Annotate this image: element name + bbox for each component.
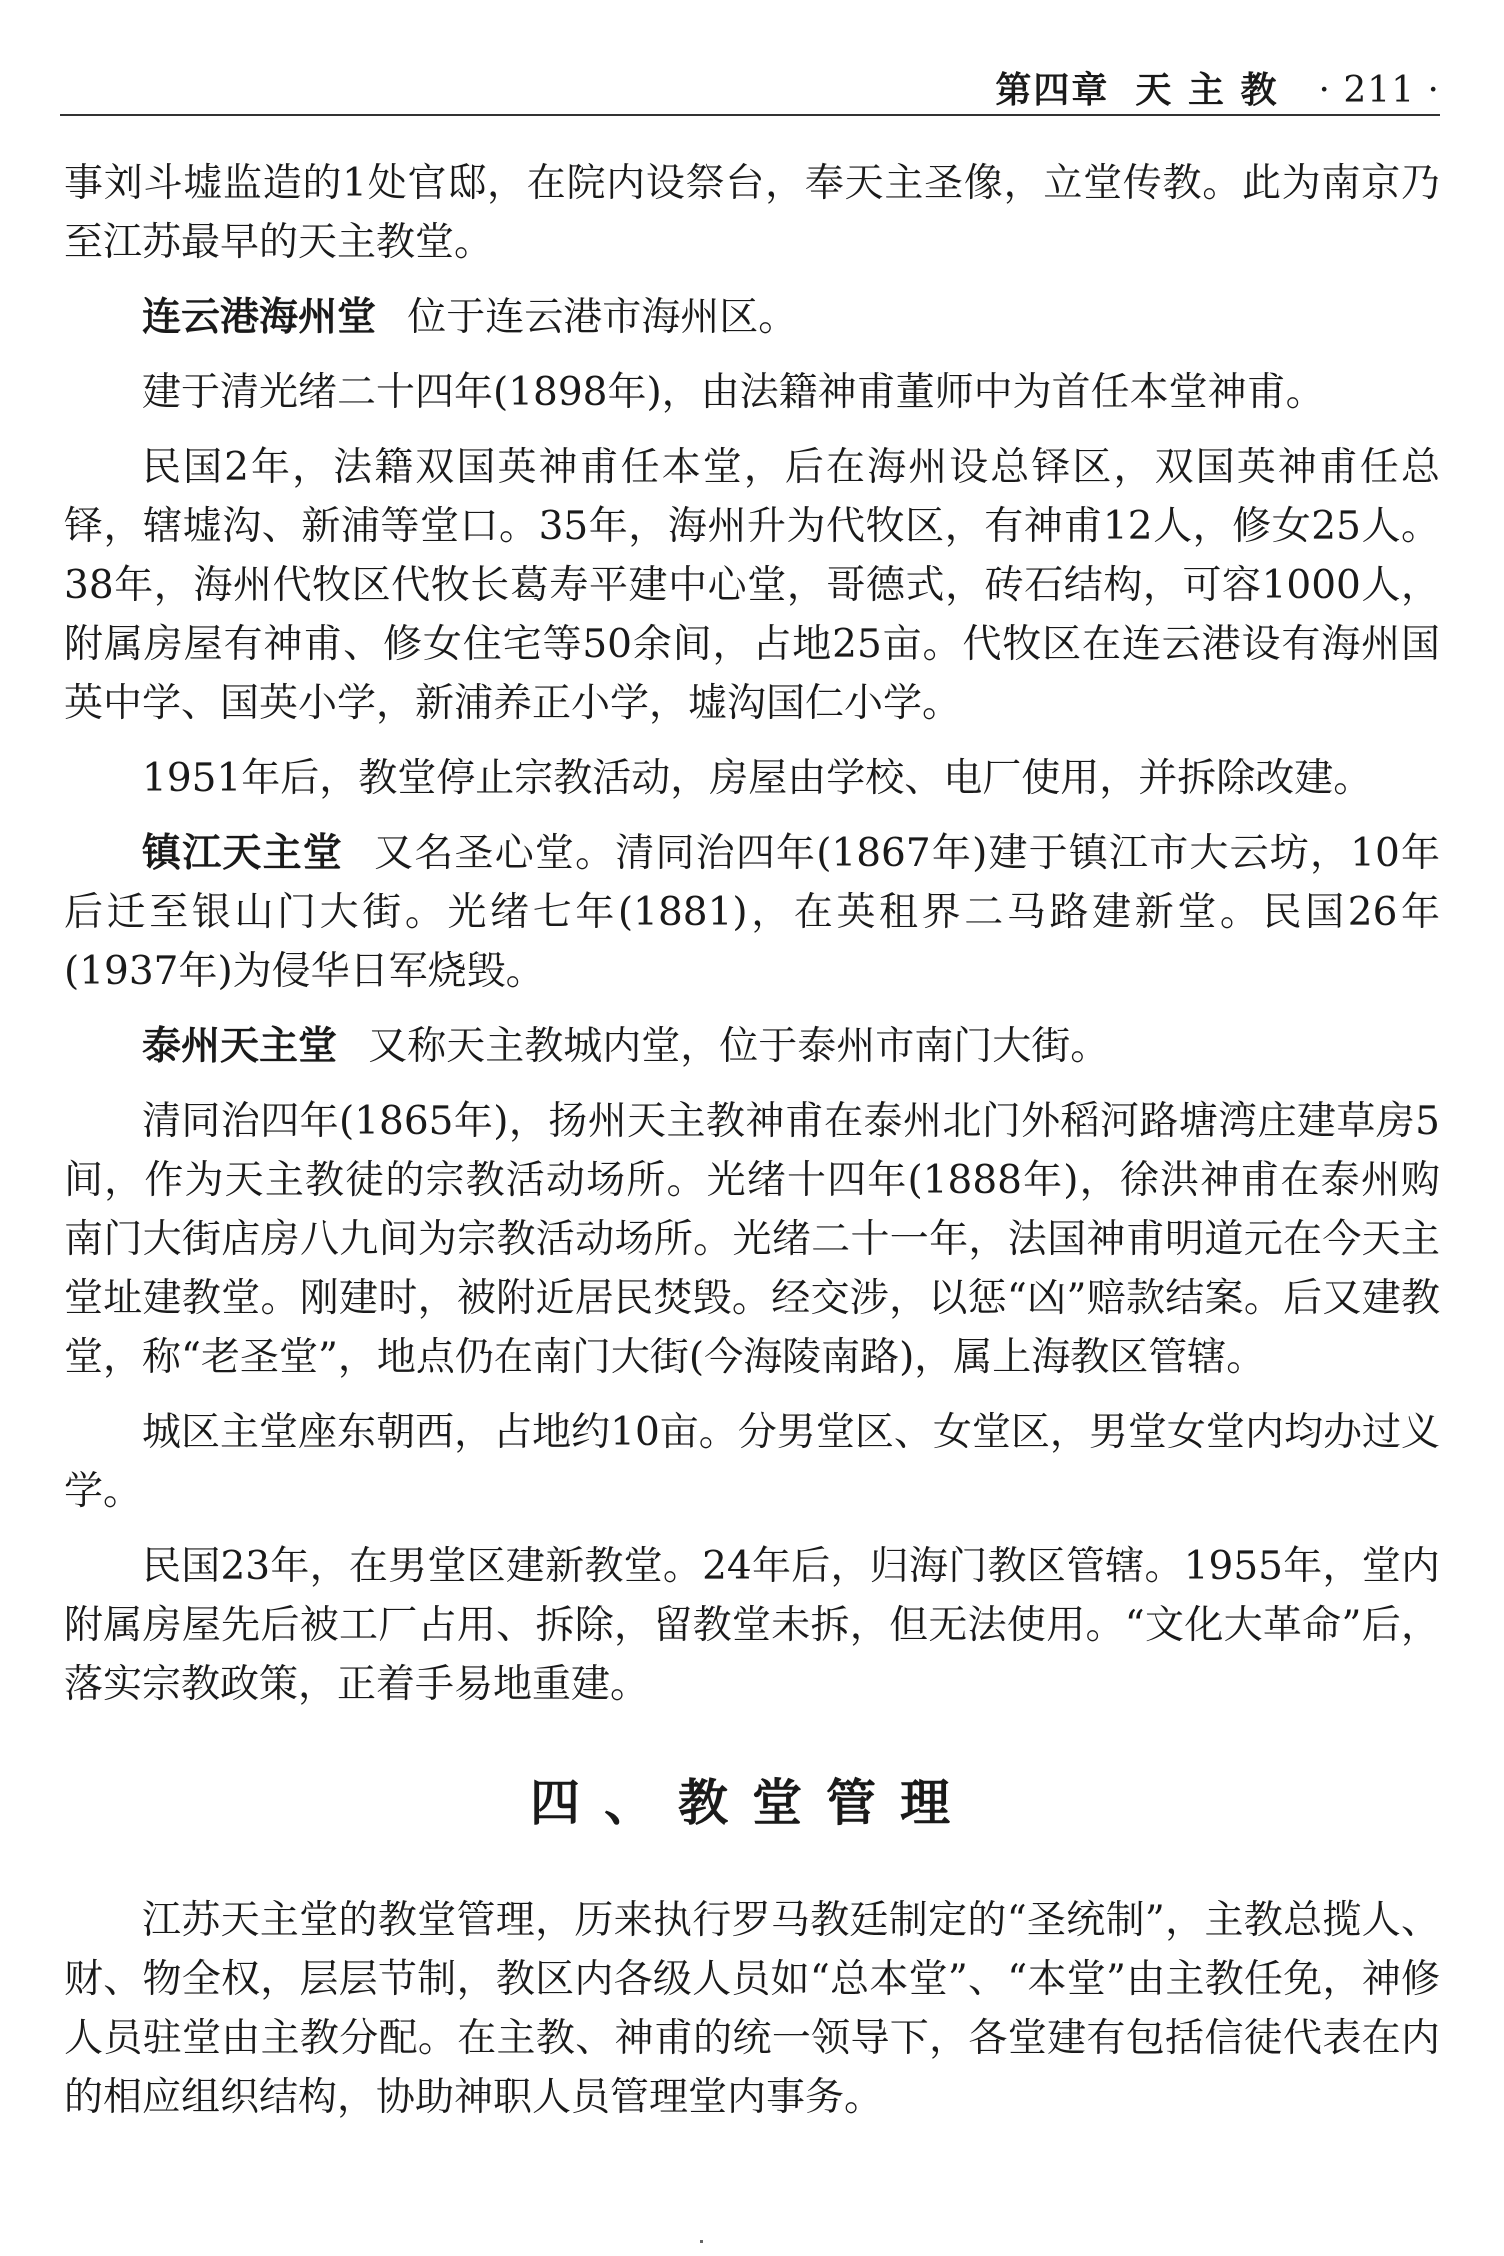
- entry-title-lianyungang: 连云港海州堂: [142, 295, 377, 340]
- paragraph-continued: 事刘斗墟监造的1处官邸，在院内设祭台，奉天主圣像，立堂传教。此为南京乃至江苏最早的天主教堂。: [64, 161, 1440, 265]
- header-text: [995, 62, 1440, 113]
- section-heading: 四、教堂管理: [530, 1774, 974, 1832]
- page-number: · 211 ·: [1318, 70, 1440, 111]
- paragraph-taizhou-layout: 城区主堂座东朝西，占地约10亩。分男堂区、女堂区，男堂女堂内均办过义学。: [64, 1410, 1440, 1514]
- paragraph-church-management: 江苏天主堂的教堂管理，历来执行罗马教廷制定的“圣统制”，主教总揽人、财、物全权，层层节制，教区内各级人员如“总本堂”、“本堂”由主教任免，神修人员驻堂由主教分配。在主教、神甫的统一领导下，各堂建有包括信徒代表在内的相应组织结构，协助神职人员管理堂内事务。: [64, 1898, 1440, 2120]
- entry-lianyungang: [64, 288, 1440, 347]
- entry-text-lianyungang: 位于连云港市海州区。: [407, 295, 798, 340]
- paragraph-lianyungang-1951: 1951年后，教堂停止宗教活动，房屋由学校、电厂使用，并拆除改建。: [142, 756, 1373, 801]
- chapter-number: 第四章: [995, 70, 1110, 111]
- header-rule: [60, 114, 1440, 116]
- entry-text-taizhou: 又称天主教城内堂，位于泰州市南门大街。: [368, 1024, 1110, 1069]
- entry-taizhou: [64, 1017, 1440, 1076]
- paragraph-lianyungang-founding: 建于清光绪二十四年(1898年)，由法籍神甫董师中为首任本堂神甫。: [142, 370, 1325, 415]
- entry-title-taizhou: 泰州天主堂: [142, 1024, 338, 1069]
- paragraph-taizhou-history: 清同治四年(1865年)，扬州天主教神甫在泰州北门外稻河路塘湾庄建草房5间，作为天主教徒的宗教活动场所。光绪十四年(1888年)，徐洪神甫在泰州购南门大街店房八九间为宗教活动场所。光绪二十一年，法国神甫明道元在今天主堂址建教堂。刚建时，被附近居民焚毁。经交涉，以惩“凶”赔款结案。后又建教堂，称“老圣堂”，地点仍在南门大街(今海陵南路)，属上海教区管辖。: [64, 1099, 1440, 1380]
- entry-zhenjiang: [64, 824, 1440, 1001]
- entry-title-zhenjiang: 镇江天主堂: [142, 831, 343, 876]
- running-header: [60, 56, 1440, 116]
- chapter-title: 天 主 教: [1135, 70, 1279, 111]
- footer-mark: [700, 2240, 703, 2243]
- paragraph-lianyungang-republic: 民国2年，法籍双国英神甫任本堂，后在海州设总铎区，双国英神甫任总铎，辖墟沟、新浦等堂口。35年，海州升为代牧区，有神甫12人，修女25人。38年，海州代牧区代牧长葛寿平建中心堂，哥德式，砖石结构，可容1000人，附属房屋有神甫、修女住宅等50余间，占地25亩。代牧区在连云港设有海州国英中学、国英小学，新浦养正小学，墟沟国仁小学。: [64, 445, 1440, 726]
- entry-text-zhenjiang: 又名圣心堂。清同治四年(1867年)建于镇江市大云坊，10年后迁至银山门大街。光绪七年(1881)，在英租界二马路建新堂。民国26年(1937年)为侵华日军烧毁。: [64, 831, 1440, 994]
- body-text: [64, 154, 1440, 2143]
- paragraph-taizhou-modern: 民国23年，在男堂区建新教堂。24年后，归海门教区管辖。1955年，堂内附属房屋先后被工厂占用、拆除，留教堂未拆，但无法使用。“文化大革命”后，落实宗教政策，正着手易地重建。: [64, 1544, 1440, 1707]
